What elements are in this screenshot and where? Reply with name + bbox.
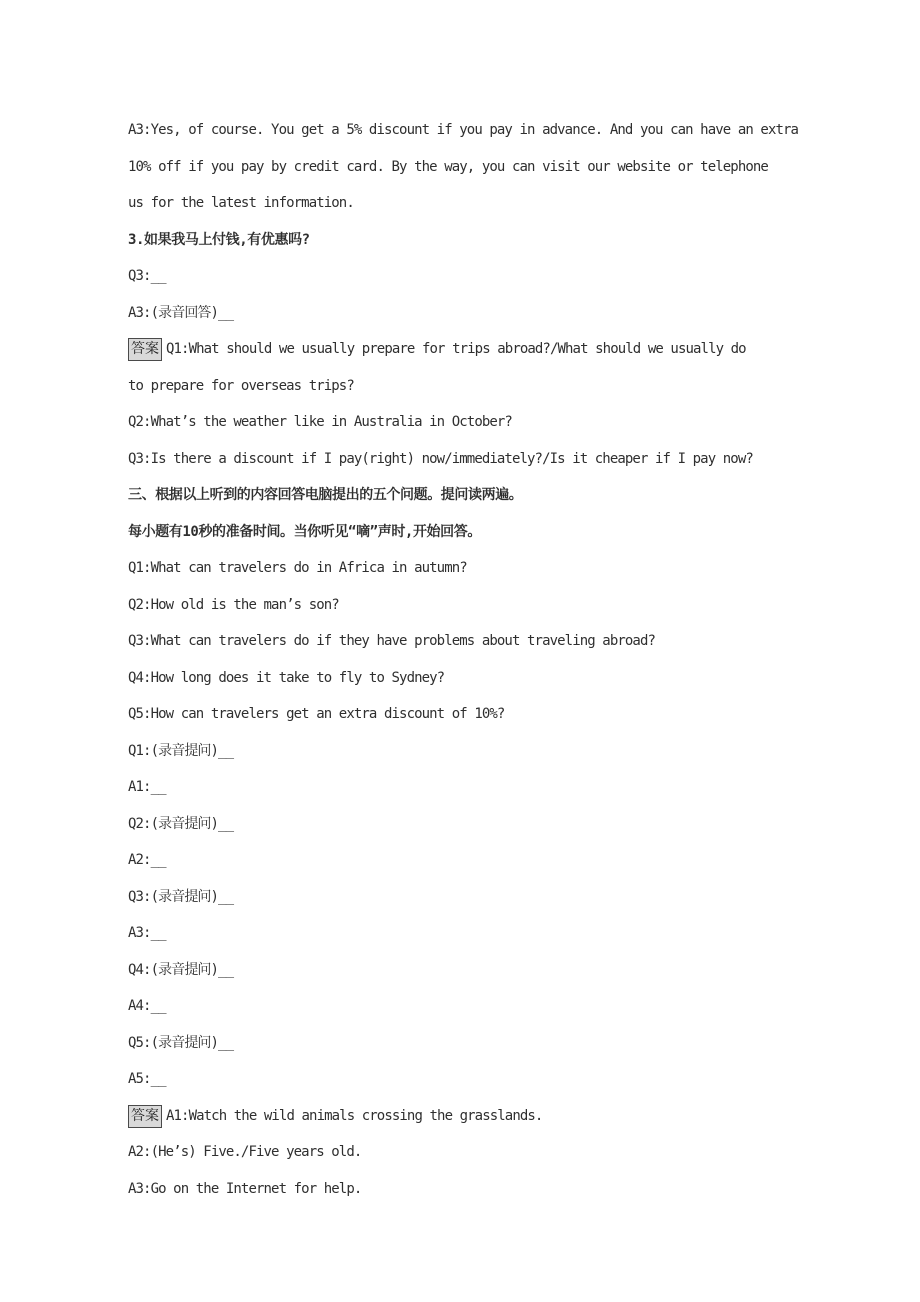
line-text: Q3:(录音提问)__	[128, 888, 234, 905]
line-text: 10% off if you pay by credit card. By the way, you can visit our website or telephone	[128, 158, 768, 175]
text-line	[128, 185, 818, 222]
text-line	[128, 404, 818, 441]
text-line	[128, 1134, 818, 1171]
document-body	[128, 112, 818, 1207]
line-text: to prepare for overseas trips?	[128, 377, 354, 394]
line-text: A3:Go on the Internet for help.	[128, 1180, 362, 1197]
line-text: us for the latest information.	[128, 195, 354, 211]
text-line	[128, 112, 818, 149]
text-line	[128, 769, 818, 806]
line-text: Q5:How can travelers get an extra discount of 10%?	[128, 706, 505, 722]
text-line	[128, 879, 818, 916]
text-line	[128, 514, 818, 551]
text-line	[128, 733, 818, 770]
text-line	[128, 806, 818, 843]
line-text: A2:__	[128, 852, 166, 868]
line-text: Q3:__	[128, 268, 166, 284]
text-line	[128, 952, 818, 989]
line-text: A1:Watch the wild animals crossing the grasslands.	[166, 1107, 543, 1124]
text-line	[128, 1061, 818, 1098]
line-text: A2:(He’s) Five./Five years old.	[128, 1144, 362, 1160]
text-line	[128, 368, 818, 405]
text-line	[128, 988, 818, 1025]
line-text: Q5:(录音提问)__	[128, 1034, 234, 1051]
text-line	[128, 149, 818, 186]
text-line	[128, 696, 818, 733]
text-line	[128, 1171, 818, 1208]
line-text: 三、根据以上听到的内容回答电脑提出的五个问题。提问读两遍。	[128, 487, 523, 503]
answer-badge: 答案	[128, 338, 162, 361]
text-line	[128, 660, 818, 697]
line-text: Q1:(录音提问)__	[128, 742, 234, 759]
line-text: A4:__	[128, 998, 166, 1014]
text-line	[128, 222, 818, 259]
line-text: A1:__	[128, 779, 166, 795]
line-text: A3:Yes, of course. You get a 5% discount if you pay in advance. And you can have an extra	[128, 122, 799, 138]
line-text: Q4:(录音提问)__	[128, 961, 234, 978]
text-line	[128, 441, 818, 478]
text-line	[128, 623, 818, 660]
text-line	[128, 587, 818, 624]
text-line	[128, 842, 818, 879]
line-text: A3:__	[128, 925, 166, 941]
text-line	[128, 1098, 818, 1135]
answer-badge: 答案	[128, 1105, 162, 1128]
line-text: Q3:Is there a discount if I pay(right) now/immediately?/Is it cheaper if I pay now?	[128, 450, 753, 467]
text-line	[128, 477, 818, 514]
line-text: Q3:What can travelers do if they have problems about traveling abroad?	[128, 633, 656, 649]
line-text: Q2:What’s the weather like in Australia in October?	[128, 414, 512, 430]
text-line	[128, 550, 818, 587]
line-text: Q2:How old is the man’s son?	[128, 596, 339, 613]
line-text: A5:__	[128, 1071, 166, 1087]
line-text: 每小题有10秒的准备时间。当你听见“嘀”声时,开始回答。	[128, 523, 481, 540]
text-line	[128, 331, 818, 368]
line-text: 3.如果我马上付钱,有优惠吗?	[128, 231, 310, 248]
text-line	[128, 1025, 818, 1062]
text-line	[128, 258, 818, 295]
line-text: Q4:How long does it take to fly to Sydney?	[128, 669, 445, 686]
line-text: A3:(录音回答)__	[128, 304, 234, 321]
line-text: Q1:What should we usually prepare for trips abroad?/What should we usually do	[166, 341, 746, 357]
text-line	[128, 295, 818, 332]
text-line	[128, 915, 818, 952]
line-text: Q1:What can travelers do in Africa in autumn?	[128, 560, 467, 576]
line-text: Q2:(录音提问)__	[128, 815, 234, 832]
